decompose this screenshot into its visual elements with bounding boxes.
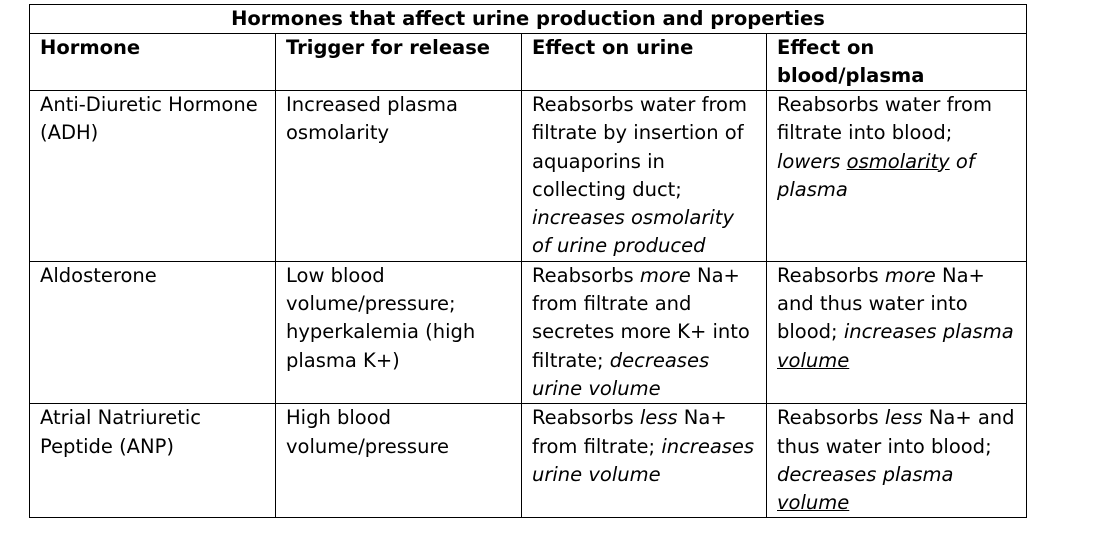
header-trigger: Trigger for release <box>276 34 522 91</box>
text-segment: more <box>639 263 691 287</box>
hormone-cell: Atrial Natriuretic Peptide (ANP) <box>30 404 276 518</box>
text-segment: increases urine volume <box>532 434 755 486</box>
trigger-cell: Increased plasma osmolarity <box>276 91 522 262</box>
text-segment: Na+ and thus water into blood; <box>777 263 985 344</box>
table-title: Hormones that affect urine production and properties <box>30 5 1027 34</box>
blood-effect-cell <box>767 261 1027 403</box>
header-effect-blood: Effect on blood/plasma <box>767 34 1027 91</box>
text-segment: volume <box>777 348 850 372</box>
urine-effect-cell <box>522 261 767 403</box>
blood-effect-cell <box>767 404 1027 518</box>
text-segment: less <box>884 406 923 430</box>
text-segment: decreases plasma <box>777 462 954 486</box>
table-row <box>30 404 1027 518</box>
text-segment: of plasma <box>777 149 975 201</box>
header-hormone: Hormone <box>30 34 276 91</box>
text-segment: volume <box>777 491 850 515</box>
text-segment: Na+ from filtrate; <box>532 406 727 458</box>
header-effect-urine: Effect on urine <box>522 34 767 91</box>
hormone-cell: Anti-Diuretic Hormone (ADH) <box>30 91 276 262</box>
table-header-row <box>30 34 1027 91</box>
text-segment: Reabsorbs <box>777 263 885 287</box>
text-segment: Reabsorbs <box>532 406 640 430</box>
table-title-row <box>30 5 1027 34</box>
text-segment: Na+ and thus water into blood; <box>777 406 1015 458</box>
text-segment: decreases urine volume <box>532 348 710 400</box>
text-segment: more <box>884 263 936 287</box>
urine-effect-cell <box>522 404 767 518</box>
table-row <box>30 91 1027 262</box>
text-segment: less <box>639 406 678 430</box>
blood-effect-cell <box>767 91 1027 262</box>
text-segment: lowers <box>777 149 847 173</box>
text-segment: Reabsorbs water from filtrate into blood; <box>777 93 992 145</box>
text-segment: Reabsorbs water from filtrate by insertion of aquaporins in collecting duct; <box>532 93 747 201</box>
text-segment: osmolarity <box>846 149 950 173</box>
text-segment: increases osmolarity of urine produced <box>532 206 734 258</box>
table-row <box>30 261 1027 403</box>
text-segment: Reabsorbs <box>532 263 640 287</box>
trigger-cell: High blood volume/pressure <box>276 404 522 518</box>
urine-effect-cell <box>522 91 767 262</box>
hormones-table <box>29 4 1027 518</box>
text-segment: Reabsorbs <box>777 406 885 430</box>
text-segment: increases plasma <box>843 320 1014 344</box>
hormone-cell: Aldosterone <box>30 261 276 403</box>
trigger-cell: Low blood volume/pressure; hyperkalemia (high plasma K+) <box>276 261 522 403</box>
text-segment: Na+ from filtrate and secretes more K+ into filtrate; <box>532 263 750 372</box>
